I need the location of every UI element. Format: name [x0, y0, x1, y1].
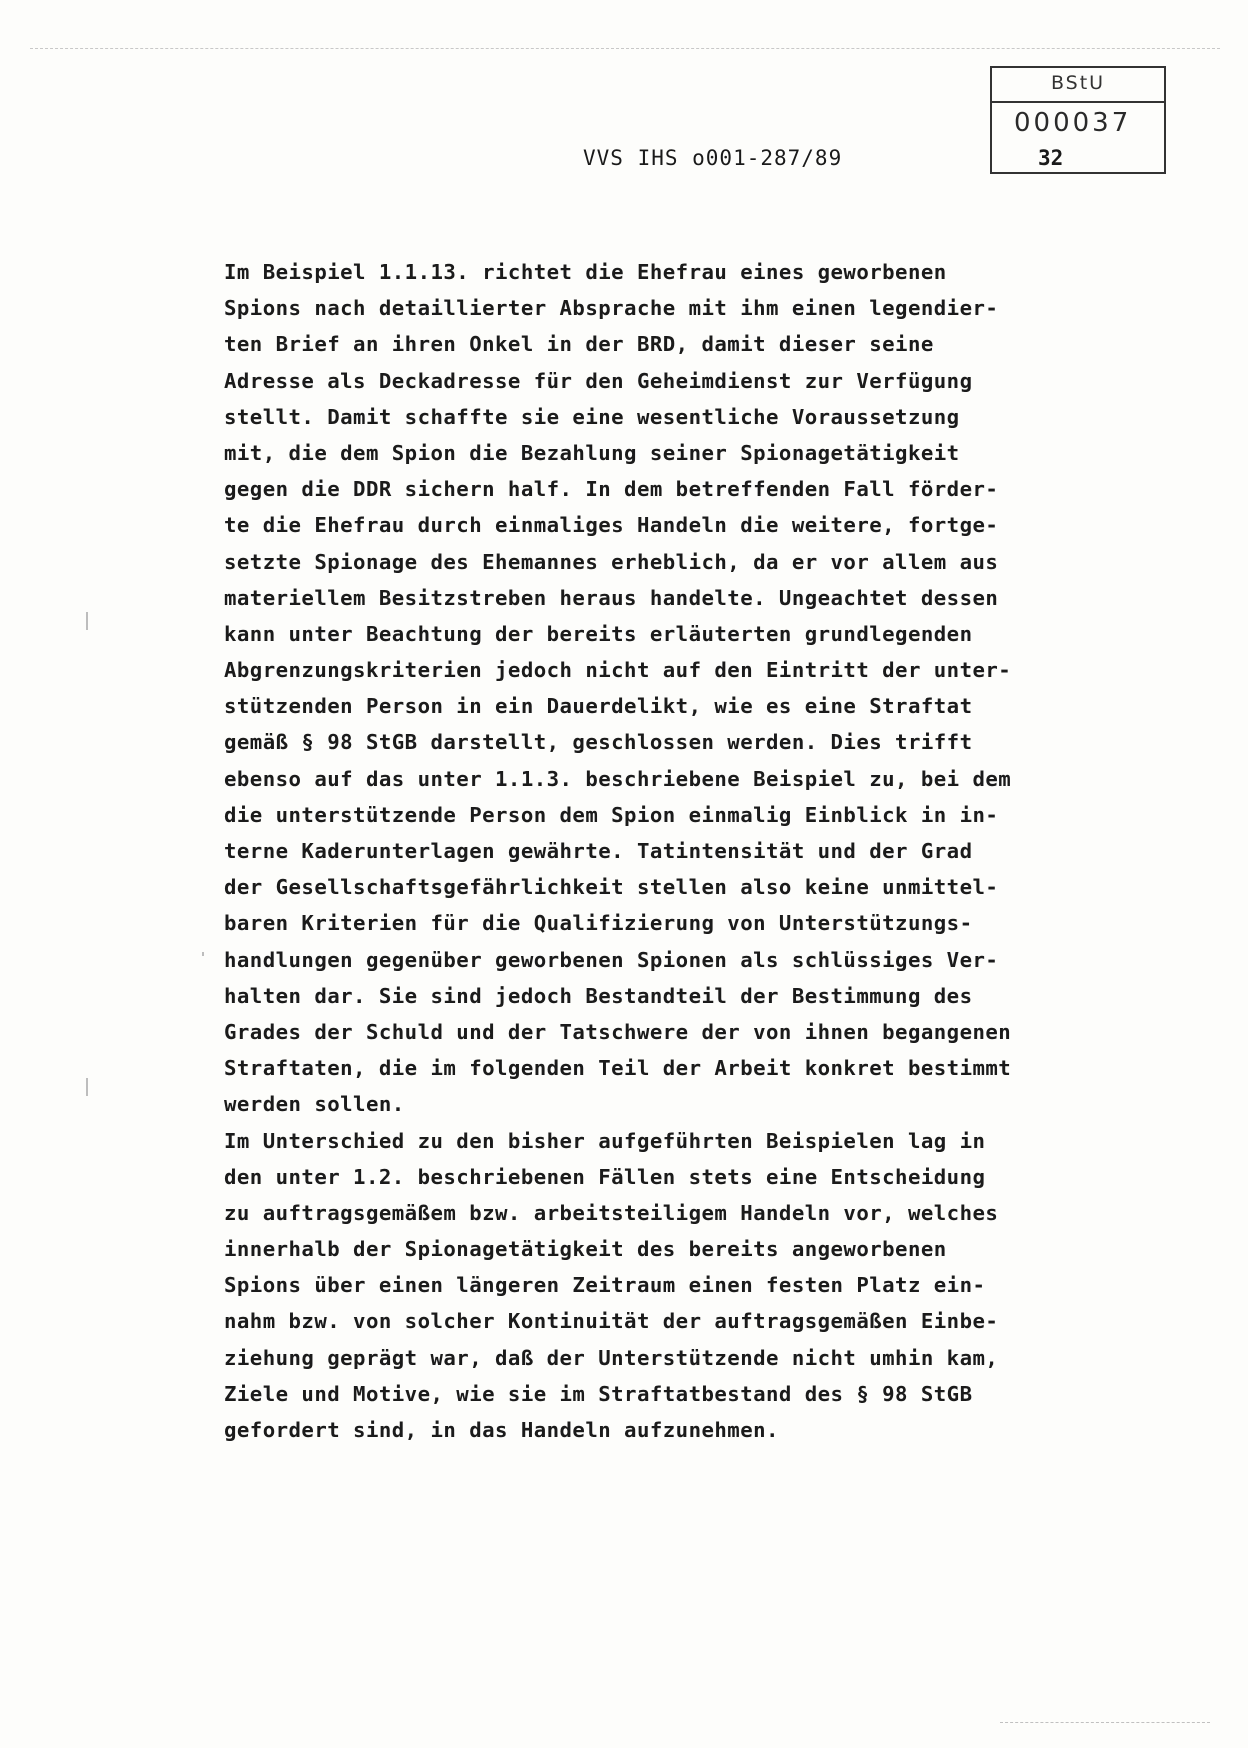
text-line: materiellem Besitzstreben heraus handelte. Ungeachtet dessen — [224, 585, 999, 610]
text-line: setzte Spionage des Ehemannes erheblich, da er vor allem aus — [224, 549, 999, 574]
text-line: Im Beispiel 1.1.13. richtet die Ehefrau eines geworbenen — [224, 260, 947, 284]
text-line: gemäß § 98 StGB darstellt, geschlossen werden. Dies trifft — [224, 730, 973, 755]
text-line: Ziele und Motive, wie sie im Straftatbestand des § 98 StGB — [224, 1381, 973, 1406]
stamp-number: 000037 — [1014, 108, 1132, 138]
stamp-label: BStU — [1050, 72, 1106, 94]
text-line: ebenso auf das unter 1.1.3. beschriebene Beispiel zu, bei dem — [224, 766, 1012, 791]
page-number: 32 — [1038, 146, 1064, 170]
text-line: den unter 1.2. beschriebenen Fällen stets eine Entscheidung — [224, 1164, 986, 1189]
text-line: Spions über einen längeren Zeitraum einen festen Platz ein- — [224, 1273, 986, 1298]
text-line: gefordert sind, in das Handeln aufzunehmen. — [224, 1418, 779, 1442]
text-line: der Gesellschaftsgefährlichkeit stellen also keine unmittel- — [224, 875, 999, 900]
text-line: Grades der Schuld und der Tatschwere der von ihnen begangenen — [224, 1019, 1012, 1044]
text-line: mit, die dem Spion die Bezahlung seiner Spionagetätigkeit — [224, 440, 960, 465]
scan-top-edge — [30, 48, 1220, 50]
text-line: kann unter Beachtung der bereits erläuterten grundlegenden — [224, 621, 973, 646]
text-line: die unterstützende Person dem Spion einmalig Einblick in in- — [224, 802, 999, 827]
text-line: innerhalb der Spionagetätigkeit des bereits angeworbenen — [224, 1237, 947, 1262]
text-line: handlungen gegenüber geworbenen Spionen als schlüssiges Ver- — [224, 947, 999, 972]
text-line: nahm bzw. von solcher Kontinuität der auftragsgemäßen Einbe- — [224, 1309, 999, 1334]
text-line: halten dar. Sie sind jedoch Bestandteil der Bestimmung des — [224, 983, 973, 1008]
text-line: stellt. Damit schaffte sie eine wesentliche Voraussetzung — [224, 404, 960, 429]
text-line: werden sollen. — [224, 1092, 405, 1117]
margin-mark — [86, 1078, 88, 1096]
body-text — [224, 254, 1134, 1448]
text-line: stützenden Person in ein Dauerdelikt, wie es eine Straftat — [224, 694, 973, 719]
scan-bottom-edge — [1000, 1722, 1210, 1724]
text-line: gegen die DDR sichern half. In dem betreffenden Fall förder- — [224, 477, 999, 502]
archive-stamp — [990, 66, 1166, 174]
margin-mark — [86, 612, 88, 630]
text-line: Adresse als Deckadresse für den Geheimdienst zur Verfügung — [224, 368, 973, 393]
text-line: Im Unterschied zu den bisher aufgeführten Beispielen lag in — [224, 1128, 986, 1153]
text-line: Abgrenzungskriterien jedoch nicht auf den Eintritt der unter- — [224, 658, 1012, 683]
text-line: Straftaten, die im folgenden Teil der Arbeit konkret bestimmt — [224, 1056, 1012, 1081]
text-line: ziehung geprägt war, daß der Unterstützende nicht umhin kam, — [224, 1345, 999, 1370]
margin-mark — [202, 952, 204, 956]
text-line: zu auftragsgemäßem bzw. arbeitsteiligem Handeln vor, welches — [224, 1200, 999, 1225]
text-line: terne Kaderunterlagen gewährte. Tatintensität und der Grad — [224, 839, 973, 863]
text-line: te die Ehefrau durch einmaliges Handeln die weitere, fortge- — [224, 513, 999, 538]
text-line: baren Kriterien für die Qualifizierung von Unterstützungs- — [224, 911, 973, 936]
text-line: ten Brief an ihren Onkel in der BRD, damit dieser seine — [224, 332, 934, 357]
text-line: Spions nach detaillierter Absprache mit ihm einen legendier- — [224, 296, 999, 321]
document-reference: VVS IHS o001-287/89 — [583, 146, 843, 170]
stamp-divider — [992, 101, 1164, 103]
